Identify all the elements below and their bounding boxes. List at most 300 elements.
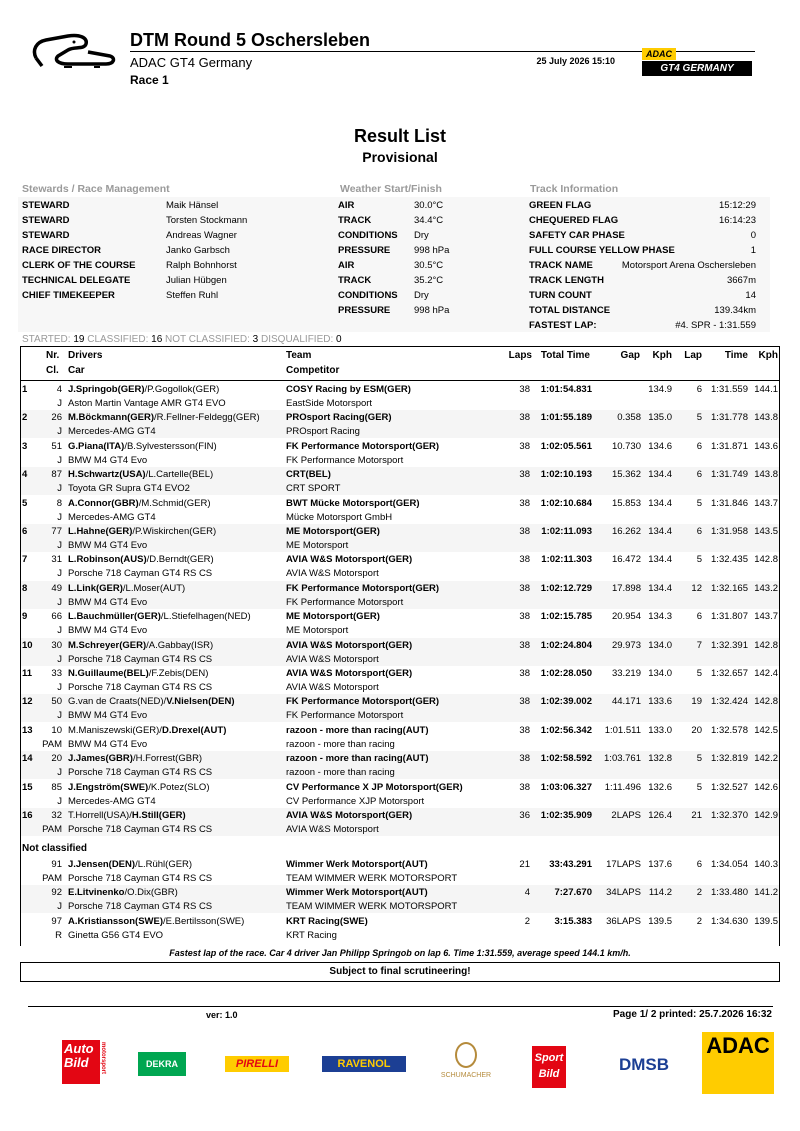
col-nr: Nr. bbox=[46, 350, 60, 361]
kph: 134.4 bbox=[648, 469, 672, 481]
not-classified-label: NOT CLASSIFIED: bbox=[165, 334, 250, 345]
weather-row bbox=[338, 305, 518, 320]
laps: 36 bbox=[519, 810, 530, 821]
drivers bbox=[68, 810, 186, 821]
best-kph: 142.9 bbox=[754, 810, 778, 821]
class: J bbox=[57, 511, 62, 523]
pos: 4 bbox=[22, 469, 28, 481]
best-lap: 6 bbox=[696, 526, 702, 537]
best-lap: 5 bbox=[696, 781, 702, 793]
weather-label: TRACK bbox=[338, 215, 372, 226]
total-time: 1:02:28.050 bbox=[540, 668, 592, 679]
driver-other: /L.Cartelle(BEL) bbox=[145, 469, 214, 481]
total-time: 1:02:12.729 bbox=[540, 582, 592, 594]
class: PAM bbox=[42, 873, 62, 884]
drivers bbox=[68, 753, 202, 764]
kph: 132.6 bbox=[648, 781, 672, 793]
track-value: Motorsport Arena Oschersleben bbox=[621, 260, 756, 271]
class: J bbox=[57, 710, 62, 722]
driver-other: /O.Dix(GBR) bbox=[124, 887, 178, 899]
drivers bbox=[68, 611, 251, 622]
weather-value: 998 hPa bbox=[414, 305, 450, 316]
best-kph: 142.8 bbox=[754, 696, 778, 708]
track-row bbox=[529, 275, 756, 290]
classified-label: CLASSIFIED: bbox=[87, 334, 149, 345]
kph: 139.5 bbox=[648, 915, 672, 927]
drivers bbox=[68, 916, 244, 927]
competitor: Mücke Motorsport GmbH bbox=[286, 511, 393, 523]
sportbild-logo-text-2: Bild bbox=[538, 1068, 560, 1080]
driver-other: /P.Gogollok(GER) bbox=[144, 384, 220, 395]
drivers bbox=[68, 782, 209, 793]
drivers bbox=[68, 554, 214, 565]
class: J bbox=[57, 454, 62, 466]
pos: 2 bbox=[22, 412, 28, 424]
car: Porsche 718 Cayman GT4 RS CS bbox=[68, 682, 213, 693]
best-kph: 142.2 bbox=[754, 753, 778, 765]
kph: 134.4 bbox=[648, 497, 672, 509]
car: Mercedes-AMG GT4 bbox=[68, 511, 156, 523]
track-label: TRACK LENGTH bbox=[529, 275, 604, 286]
gap: 20.954 bbox=[611, 611, 641, 623]
car-number: 10 bbox=[51, 724, 62, 736]
weather-label: PRESSURE bbox=[338, 245, 391, 256]
track-value: #4. SPR - 1:31.559 bbox=[675, 320, 756, 331]
gap: 1:03.761 bbox=[604, 753, 641, 765]
gap: 2LAPS bbox=[611, 810, 641, 821]
car: BMW M4 GT4 Evo bbox=[68, 540, 148, 551]
best-lap: 5 bbox=[696, 668, 702, 679]
stewards-row bbox=[22, 230, 322, 245]
version: ver: 1.0 bbox=[206, 1010, 238, 1020]
track-value: 3667m bbox=[726, 275, 756, 286]
car: Porsche 718 Cayman GT4 RS CS bbox=[68, 901, 213, 913]
stewards-label: CHIEF TIMEKEEPER bbox=[22, 290, 115, 301]
schumacher-logo bbox=[434, 1042, 498, 1090]
driver-other: /K.Potez(SLO) bbox=[148, 781, 210, 793]
gap: 15.362 bbox=[611, 469, 641, 481]
car-number: 92 bbox=[51, 887, 62, 899]
kph: 135.0 bbox=[648, 412, 672, 424]
best-time: 1:32.527 bbox=[711, 781, 748, 793]
stewards-label: RACE DIRECTOR bbox=[22, 245, 101, 256]
ravenol-logo: RAVENOL bbox=[322, 1056, 406, 1072]
class: J bbox=[57, 426, 62, 438]
car: BMW M4 GT4 Evo bbox=[68, 596, 148, 608]
car-number: 32 bbox=[51, 810, 62, 821]
class: J bbox=[57, 540, 62, 551]
pos: 7 bbox=[22, 554, 28, 566]
drivers bbox=[68, 640, 213, 651]
report-datetime: 25 July 2026 15:10 bbox=[536, 56, 615, 66]
gap: 34LAPS bbox=[606, 887, 641, 899]
drivers bbox=[68, 887, 178, 898]
weather-value: Dry bbox=[414, 230, 429, 241]
adac-gt4-logo-bottom: GT4 GERMANY bbox=[642, 61, 752, 76]
disqualified-label: DISQUALIFIED: bbox=[261, 334, 334, 345]
track-label: TOTAL DISTANCE bbox=[529, 305, 611, 316]
total-time: 1:01:54.831 bbox=[540, 384, 592, 395]
drivers bbox=[68, 583, 185, 594]
class: J bbox=[57, 653, 62, 665]
team: FK Performance Motorsport(GER) bbox=[286, 696, 440, 708]
total-time: 1:02:56.342 bbox=[540, 724, 592, 736]
laps: 38 bbox=[519, 753, 530, 765]
competitor: AVIA W&S Motorsport bbox=[286, 653, 379, 665]
best-lap: 6 bbox=[696, 440, 702, 452]
pos: 9 bbox=[22, 611, 28, 623]
car-number: 85 bbox=[51, 781, 62, 793]
team: FK Performance Motorsport(GER) bbox=[286, 582, 440, 594]
laps: 38 bbox=[519, 497, 530, 509]
car: Aston Martin Vantage AMR GT4 EVO bbox=[68, 398, 226, 409]
best-time: 1:31.749 bbox=[711, 469, 748, 481]
kph: 126.4 bbox=[648, 810, 672, 821]
weather-value: 30.0°C bbox=[414, 200, 444, 211]
best-time: 1:31.778 bbox=[711, 412, 748, 424]
best-kph: 142.8 bbox=[754, 554, 778, 566]
kph: 134.4 bbox=[648, 526, 672, 537]
track-label: TURN COUNT bbox=[529, 290, 592, 301]
driver-other: /L.Stiefelhagen(NED) bbox=[160, 611, 251, 623]
class: J bbox=[57, 625, 62, 637]
car: Porsche 718 Cayman GT4 RS CS bbox=[68, 767, 213, 779]
total-time: 1:02:15.785 bbox=[540, 611, 592, 623]
total-time: 1:02:10.684 bbox=[540, 497, 592, 509]
class: R bbox=[55, 929, 62, 941]
track-value: 15:12:29 bbox=[719, 200, 756, 211]
class: PAM bbox=[42, 738, 62, 750]
track-row bbox=[529, 200, 756, 215]
competitor: AVIA W&S Motorsport bbox=[286, 568, 379, 580]
gap: 44.171 bbox=[611, 696, 641, 708]
laps: 38 bbox=[519, 639, 530, 651]
car-number: 30 bbox=[51, 639, 62, 651]
class: J bbox=[57, 568, 62, 580]
laps: 38 bbox=[519, 668, 530, 679]
track-row bbox=[529, 305, 756, 320]
best-time: 1:34.630 bbox=[711, 915, 748, 927]
best-time: 1:32.370 bbox=[711, 810, 748, 821]
laps: 4 bbox=[524, 887, 530, 899]
total-time: 1:02:11.093 bbox=[541, 526, 592, 537]
stewards-row bbox=[22, 260, 322, 275]
pos: 14 bbox=[22, 753, 33, 765]
best-kph: 142.8 bbox=[754, 639, 778, 651]
team: COSY Racing by ESM(GER) bbox=[286, 384, 411, 395]
competitor: AVIA W&S Motorsport bbox=[286, 824, 379, 835]
class: J bbox=[57, 901, 62, 913]
car-number: 97 bbox=[51, 915, 62, 927]
best-time: 1:33.480 bbox=[711, 887, 748, 899]
competitor: CV Performance XJP Motorsport bbox=[286, 795, 425, 807]
kph: 134.6 bbox=[648, 440, 672, 452]
track-info-title: Track Information bbox=[530, 183, 619, 195]
car-number: 20 bbox=[51, 753, 62, 765]
pos: 1 bbox=[22, 384, 28, 395]
competitor: TEAM WIMMER WERK MOTORSPORT bbox=[286, 873, 458, 884]
track-label: CHEQUERED FLAG bbox=[529, 215, 619, 226]
drivers bbox=[68, 441, 217, 452]
dekra-logo: DEKRA bbox=[138, 1052, 186, 1076]
adac-gt4-logo-top: ADAC bbox=[642, 48, 676, 60]
stewards-value: Andreas Wagner bbox=[166, 230, 237, 241]
pos: 8 bbox=[22, 582, 28, 594]
driver-other: /H.Forrest(GBR) bbox=[132, 753, 203, 765]
best-lap: 19 bbox=[691, 696, 702, 708]
stewards-row bbox=[22, 245, 322, 260]
best-time: 1:32.391 bbox=[711, 639, 748, 651]
stewards-row bbox=[22, 215, 322, 230]
drivers bbox=[68, 469, 213, 480]
class: J bbox=[57, 682, 62, 693]
best-kph: 142.6 bbox=[754, 781, 778, 793]
race-name: Race 1 bbox=[130, 73, 169, 87]
stewards-row bbox=[22, 200, 322, 215]
kph: 137.6 bbox=[648, 859, 672, 870]
team: BWT Mücke Motorsport(GER) bbox=[286, 497, 420, 509]
laps: 38 bbox=[519, 412, 530, 424]
driver-bold: M.Schreyer(GER) bbox=[68, 639, 147, 651]
col-cl: Cl. bbox=[46, 365, 59, 376]
best-lap: 20 bbox=[691, 724, 702, 736]
stewards-value: Maik Hänsel bbox=[166, 200, 219, 211]
team: razoon - more than racing(AUT) bbox=[286, 724, 429, 736]
event-title: DTM Round 5 Oschersleben bbox=[130, 30, 371, 50]
stewards-row bbox=[22, 290, 322, 305]
car-number: 50 bbox=[51, 696, 62, 708]
car-number: 66 bbox=[51, 611, 62, 623]
track-row bbox=[529, 320, 756, 335]
team: KRT Racing(SWE) bbox=[286, 915, 368, 927]
best-kph: 143.7 bbox=[754, 497, 778, 509]
autobild-logo-text-2: Bild bbox=[64, 1055, 89, 1070]
gap: 16.262 bbox=[611, 526, 641, 537]
competitor: KRT Racing bbox=[286, 929, 337, 941]
gap: 1:01.511 bbox=[604, 724, 641, 736]
best-time: 1:32.657 bbox=[711, 668, 748, 679]
team: Wimmer Werk Motorsport(AUT) bbox=[286, 859, 428, 870]
weather-row bbox=[338, 245, 518, 260]
driver-other: G.van de Craats(NED)/ bbox=[68, 696, 167, 708]
col-car: Car bbox=[68, 365, 85, 376]
driver-bold: J.Springob(GER) bbox=[68, 384, 145, 395]
total-time: 1:02:11.303 bbox=[541, 554, 592, 566]
best-lap: 6 bbox=[696, 859, 702, 870]
best-kph: 144.1 bbox=[754, 384, 778, 395]
total-time: 1:02:35.909 bbox=[540, 810, 592, 821]
driver-other: /A.Gabbay(ISR) bbox=[146, 639, 214, 651]
team: ME Motorsport(GER) bbox=[286, 526, 380, 537]
driver-other: /F.Zebis(DEN) bbox=[148, 668, 209, 679]
track-value: 16:14:23 bbox=[719, 215, 756, 226]
best-lap: 5 bbox=[696, 753, 702, 765]
driver-bold: L.Link(GER) bbox=[68, 582, 123, 594]
team: CV Performance X JP Motorsport(GER) bbox=[286, 781, 463, 793]
driver-other: /R.Fellner-Feldegg(GER) bbox=[154, 412, 260, 424]
kph: 134.3 bbox=[648, 611, 672, 623]
competitor: AVIA W&S Motorsport bbox=[286, 682, 379, 693]
dmsb-logo: DMSB bbox=[618, 1055, 670, 1074]
team: FK Performance Motorsport(GER) bbox=[286, 440, 440, 452]
best-lap: 6 bbox=[696, 611, 702, 623]
total-time: 1:02:39.002 bbox=[540, 696, 592, 708]
best-kph: 142.5 bbox=[754, 724, 778, 736]
best-kph: 143.6 bbox=[754, 440, 778, 452]
best-time: 1:31.871 bbox=[711, 440, 748, 452]
competitor: FK Performance Motorsport bbox=[286, 454, 404, 466]
col-competitor: Competitor bbox=[286, 365, 340, 376]
best-lap: 12 bbox=[691, 582, 702, 594]
not-classified-title: Not classified bbox=[22, 843, 88, 854]
car-number: 8 bbox=[56, 497, 62, 509]
stewards-value: Janko Garbsch bbox=[166, 245, 230, 256]
stewards-label: TECHNICAL DELEGATE bbox=[22, 275, 131, 286]
driver-bold: V.Nielsen(DEN) bbox=[166, 696, 235, 708]
col-gap: Gap bbox=[620, 350, 640, 361]
track-value: 0 bbox=[750, 230, 756, 241]
car: Porsche 718 Cayman GT4 RS CS bbox=[68, 653, 213, 665]
best-time: 1:31.846 bbox=[711, 497, 748, 509]
series-name: ADAC GT4 Germany bbox=[130, 55, 253, 70]
gap: 15.853 bbox=[611, 497, 641, 509]
drivers bbox=[68, 526, 216, 537]
laps: 38 bbox=[519, 384, 530, 395]
best-kph: 143.7 bbox=[754, 611, 778, 623]
competitor: ME Motorsport bbox=[286, 540, 349, 551]
track-row bbox=[529, 230, 756, 245]
best-time: 1:32.819 bbox=[711, 753, 748, 765]
best-time: 1:32.424 bbox=[711, 696, 748, 708]
driver-bold: L.Hahne(GER) bbox=[68, 526, 133, 537]
adac-logo: ADAC bbox=[702, 1032, 774, 1094]
page-info: Page 1/ 2 printed: 25.7.2026 16:32 bbox=[613, 1009, 772, 1020]
car: BMW M4 GT4 Evo bbox=[68, 710, 148, 722]
car: Mercedes-AMG GT4 bbox=[68, 795, 156, 807]
gap: 36LAPS bbox=[606, 915, 641, 927]
page-title: Result List bbox=[353, 126, 446, 146]
kph: 134.9 bbox=[648, 384, 672, 395]
driver-other: T.Horrell(USA)/ bbox=[68, 810, 132, 821]
laps: 38 bbox=[519, 781, 530, 793]
header-rule bbox=[20, 380, 780, 381]
best-time: 1:34.054 bbox=[711, 859, 748, 870]
total-time: 1:02:10.193 bbox=[540, 469, 592, 481]
best-lap: 6 bbox=[696, 384, 702, 395]
best-kph: 143.2 bbox=[754, 582, 778, 594]
track-label: SAFETY CAR PHASE bbox=[529, 230, 625, 241]
driver-other: /E.Bertilsson(SWE) bbox=[163, 915, 245, 927]
weather-label: CONDITIONS bbox=[338, 290, 398, 301]
footer-divider bbox=[28, 1006, 773, 1007]
pos: 15 bbox=[22, 781, 33, 793]
best-lap: 2 bbox=[696, 915, 702, 927]
stewards-value: Steffen Ruhl bbox=[166, 290, 219, 301]
total-time: 7:27.670 bbox=[554, 887, 592, 899]
car-number: 31 bbox=[51, 554, 62, 566]
track-row bbox=[529, 260, 756, 275]
laps: 38 bbox=[519, 582, 530, 594]
best-time: 1:31.559 bbox=[711, 384, 748, 395]
car-number: 26 bbox=[51, 412, 62, 424]
class: J bbox=[57, 795, 62, 807]
car-number: 49 bbox=[51, 582, 62, 594]
laps: 21 bbox=[519, 859, 530, 870]
sportbild-logo bbox=[532, 1046, 566, 1088]
driver-bold: H.Schwartz(USA) bbox=[68, 469, 146, 481]
stewards-value: Torsten Stockmann bbox=[166, 215, 248, 226]
total-time: 1:01:55.189 bbox=[540, 412, 592, 424]
kph: 134.0 bbox=[648, 639, 672, 651]
track-value: 14 bbox=[745, 290, 756, 301]
pos: 13 bbox=[22, 724, 33, 736]
total-time: 33:43.291 bbox=[549, 859, 592, 870]
stewards-value: Ralph Bohnhorst bbox=[166, 260, 237, 271]
pos: 12 bbox=[22, 696, 33, 708]
driver-bold: J.James(GBR) bbox=[68, 753, 133, 765]
best-lap: 5 bbox=[696, 412, 702, 424]
stewards-label: CLERK OF THE COURSE bbox=[22, 260, 136, 271]
best-kph: 143.8 bbox=[754, 469, 778, 481]
laps: 38 bbox=[519, 526, 530, 537]
driver-bold: G.Piana(ITA) bbox=[68, 440, 125, 452]
team: AVIA W&S Motorsport(GER) bbox=[286, 668, 413, 679]
gap: 0.358 bbox=[617, 412, 641, 424]
car-number: 33 bbox=[51, 668, 62, 679]
competitor: CRT SPORT bbox=[286, 483, 341, 495]
weather-row bbox=[338, 215, 518, 230]
laps: 2 bbox=[524, 915, 530, 927]
driver-bold: M.Böckmann(GER) bbox=[68, 412, 155, 424]
stewards-row bbox=[22, 275, 322, 290]
weather-label: AIR bbox=[338, 200, 355, 211]
weather-row bbox=[338, 275, 518, 290]
pos: 11 bbox=[22, 668, 33, 679]
driver-bold: D.Drexel(AUT) bbox=[161, 724, 227, 736]
car-number: 87 bbox=[51, 469, 62, 481]
best-kph: 142.4 bbox=[754, 668, 778, 679]
drivers bbox=[68, 859, 192, 870]
best-lap: 2 bbox=[696, 887, 702, 899]
pos: 6 bbox=[22, 526, 28, 537]
gap: 17.898 bbox=[611, 582, 641, 594]
team: ME Motorsport(GER) bbox=[286, 611, 380, 623]
track-row bbox=[529, 290, 756, 305]
pos: 5 bbox=[22, 497, 28, 509]
track-label: GREEN FLAG bbox=[529, 200, 592, 211]
weather-value: 998 hPa bbox=[414, 245, 450, 256]
track-map-logo bbox=[28, 28, 120, 74]
weather-row bbox=[338, 230, 518, 245]
weather-value: 30.5°C bbox=[414, 260, 444, 271]
drivers bbox=[68, 384, 219, 395]
car: BMW M4 GT4 Evo bbox=[68, 454, 148, 466]
pos: 10 bbox=[22, 639, 33, 651]
class: PAM bbox=[42, 824, 62, 835]
driver-bold: J.Jensen(DEN) bbox=[68, 859, 136, 870]
driver-bold: A.Kristiansson(SWE) bbox=[68, 915, 164, 927]
car-number: 77 bbox=[51, 526, 62, 537]
stewards-label: STEWARD bbox=[22, 215, 70, 226]
drivers bbox=[68, 668, 208, 679]
team: Wimmer Werk Motorsport(AUT) bbox=[286, 887, 428, 899]
kph: 134.0 bbox=[648, 668, 672, 679]
gap: 10.730 bbox=[611, 440, 641, 452]
driver-bold: L.Bauchmüller(GER) bbox=[68, 611, 161, 623]
car-number: 91 bbox=[51, 859, 62, 870]
not-classified-count: 3 bbox=[252, 334, 259, 345]
laps: 38 bbox=[519, 696, 530, 708]
